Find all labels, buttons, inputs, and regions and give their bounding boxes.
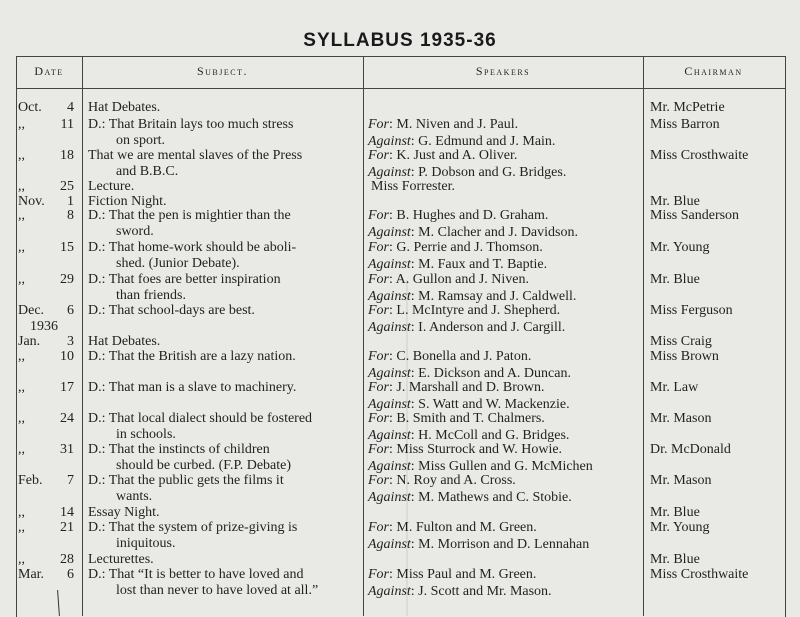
- row-chairman: Dr. McDonald: [650, 442, 731, 457]
- row-speakers-against: Against: M. Clacher and J. Davidson.: [368, 225, 578, 240]
- row-chairman: Miss Sanderson: [650, 208, 740, 223]
- header-chairman: Chairman: [684, 64, 743, 78]
- row-date: ,, 21: [18, 520, 74, 535]
- row-subject: D.: That school-days are best.: [88, 303, 255, 318]
- table-row: [0, 349, 800, 383]
- row-speakers-for: For: A. Gullon and J. Niven.: [368, 272, 529, 287]
- row-speakers-against: Against: G. Edmund and J. Main.: [368, 134, 556, 149]
- row-chairman: Mr. Blue: [650, 194, 700, 209]
- row-chairman: Miss Crosthwaite: [650, 148, 749, 163]
- row-date: ,, 11: [18, 117, 74, 132]
- row-subject: Lecture.: [88, 179, 135, 194]
- row-speakers-for: For: L. McIntyre and J. Shepherd.: [368, 303, 561, 318]
- row-subject: Hat Debates.: [88, 334, 161, 349]
- row-chairman: Miss Craig: [650, 334, 712, 349]
- row-speakers-for: For: M. Fulton and M. Green.: [368, 520, 537, 535]
- row-subject: Hat Debates.: [88, 100, 161, 115]
- row-subject: D.: That “It is better to have loved and lost than never to have loved at all.”: [88, 567, 319, 598]
- year-label: 1936: [30, 319, 58, 334]
- row-date: ,, 24: [18, 411, 74, 426]
- row-chairman: Mr. Mason: [650, 411, 712, 426]
- row-subject: Fiction Night.: [88, 194, 167, 209]
- row-date: ,, 25: [18, 179, 74, 194]
- row-date: ,, 18: [18, 148, 74, 163]
- table-row: [0, 208, 800, 242]
- row-speakers-for: For: B. Smith and T. Chalmers.: [368, 411, 545, 426]
- row-subject: D.: That home-work should be aboli- shed. (Junior Debate).: [88, 240, 297, 271]
- row-speakers-for: For: Miss Sturrock and W. Howie.: [368, 442, 563, 457]
- row-speakers-against: Against: S. Watt and W. Mackenzie.: [368, 397, 570, 412]
- header-divider: [16, 88, 785, 89]
- row-speakers-for: For: J. Marshall and D. Brown.: [368, 380, 545, 395]
- row-speakers-for: For: C. Bonella and J. Paton.: [368, 349, 532, 364]
- row-date: ,, 8: [18, 208, 74, 223]
- row-date: Feb. 7: [18, 473, 74, 488]
- row-subject: D.: That the pen is mightier than the sword.: [88, 208, 291, 239]
- row-speakers-against: Against: M. Ramsay and J. Caldwell.: [368, 289, 577, 304]
- row-subject: Lecturettes.: [88, 552, 154, 567]
- row-speakers-for: For: Miss Paul and M. Green.: [368, 567, 537, 582]
- row-chairman: Miss Brown: [650, 349, 719, 364]
- row-chairman: Mr. Mason: [650, 473, 712, 488]
- row-date: Oct. 4: [18, 100, 74, 115]
- row-speakers-for: For: B. Hughes and D. Graham.: [368, 208, 549, 223]
- table-row: [0, 117, 800, 151]
- row-speakers-for: For: N. Roy and A. Cross.: [368, 473, 516, 488]
- row-speakers-for: For: G. Perrie and J. Thomson.: [368, 240, 543, 255]
- row-speakers-against: Against: E. Dickson and A. Duncan.: [368, 366, 571, 381]
- table-row: [0, 567, 800, 601]
- table-row: [0, 380, 800, 414]
- row-date: Jan. 3: [18, 334, 74, 349]
- row-chairman: Mr. Young: [650, 240, 710, 255]
- row-subject: D.: That man is a slave to machinery.: [88, 380, 297, 395]
- row-chairman: Miss Barron: [650, 117, 720, 132]
- header-date: Date: [34, 64, 64, 78]
- row-date: ,, 29: [18, 272, 74, 287]
- row-subject: D.: That the instincts of children should be curbed. (F.P. Debate): [88, 442, 292, 473]
- row-speakers-against: Against: M. Morrison and D. Lennahan: [368, 537, 590, 552]
- row-speakers-against: Against: I. Anderson and J. Cargill.: [368, 320, 566, 335]
- row-subject: D.: That the system of prize-giving is iniquitous.: [88, 520, 298, 551]
- row-speakers-against: Against: J. Scott and Mr. Mason.: [368, 584, 552, 599]
- row-chairman: Mr. McPetrie: [650, 100, 725, 115]
- row-date: Mar. 6: [18, 567, 74, 582]
- row-speakers-against: Against: P. Dobson and G. Bridges.: [368, 165, 567, 180]
- row-speakers-for: For: K. Just and A. Oliver.: [368, 148, 518, 163]
- row-chairman: Mr. Blue: [650, 552, 700, 567]
- row-chairman: Mr. Blue: [650, 272, 700, 287]
- table-row: [0, 473, 800, 507]
- row-subject: D.: That foes are better inspiration than friends.: [88, 272, 281, 303]
- row-speaker: Miss Forrester.: [371, 179, 455, 194]
- row-date: ,, 10: [18, 349, 74, 364]
- row-date: ,, 15: [18, 240, 74, 255]
- row-chairman: Miss Crosthwaite: [650, 567, 749, 582]
- row-chairman: Mr. Blue: [650, 505, 700, 520]
- row-date: ,, 14: [18, 505, 74, 520]
- header-subject: Subject.: [196, 64, 248, 78]
- row-date: ,, 28: [18, 552, 74, 567]
- row-speakers-against: Against: Miss Gullen and G. McMichen: [368, 459, 593, 474]
- row-speakers-for: For: M. Niven and J. Paul.: [368, 117, 519, 132]
- row-date: Nov. 1: [18, 194, 74, 209]
- row-chairman: Mr. Young: [650, 520, 710, 535]
- row-subject: D.: That the British are a lazy nation.: [88, 349, 296, 364]
- header-speakers: Speakers: [475, 64, 531, 78]
- row-date: ,, 31: [18, 442, 74, 457]
- table-row: [0, 272, 800, 306]
- row-subject: That we are mental slaves of the Press and B.B.C.: [88, 148, 303, 179]
- table-row: [0, 240, 800, 274]
- row-date: Dec. 6: [18, 303, 74, 318]
- row-chairman: Miss Ferguson: [650, 303, 733, 318]
- row-subject: D.: That the public gets the films it wants.: [88, 473, 284, 504]
- table-row: [0, 148, 800, 182]
- row-speakers-against: Against: M. Faux and T. Baptie.: [368, 257, 548, 272]
- page-title: SYLLABUS 1935-36: [303, 30, 497, 51]
- row-chairman: Mr. Law: [650, 380, 699, 395]
- row-speakers-against: Against: H. McColl and G. Bridges.: [368, 428, 570, 443]
- page-fold: [406, 280, 408, 616]
- table-row: [0, 520, 800, 554]
- row-subject: D.: That Britain lays too much stress on sport.: [88, 117, 294, 148]
- table-row: [0, 411, 800, 445]
- row-subject: Essay Night.: [88, 505, 160, 520]
- row-date: ,, 17: [18, 380, 74, 395]
- row-speakers-against: Against: M. Mathews and C. Stobie.: [368, 490, 572, 505]
- table-row: [0, 442, 800, 476]
- row-subject: D.: That local dialect should be fostered in schools.: [88, 411, 313, 442]
